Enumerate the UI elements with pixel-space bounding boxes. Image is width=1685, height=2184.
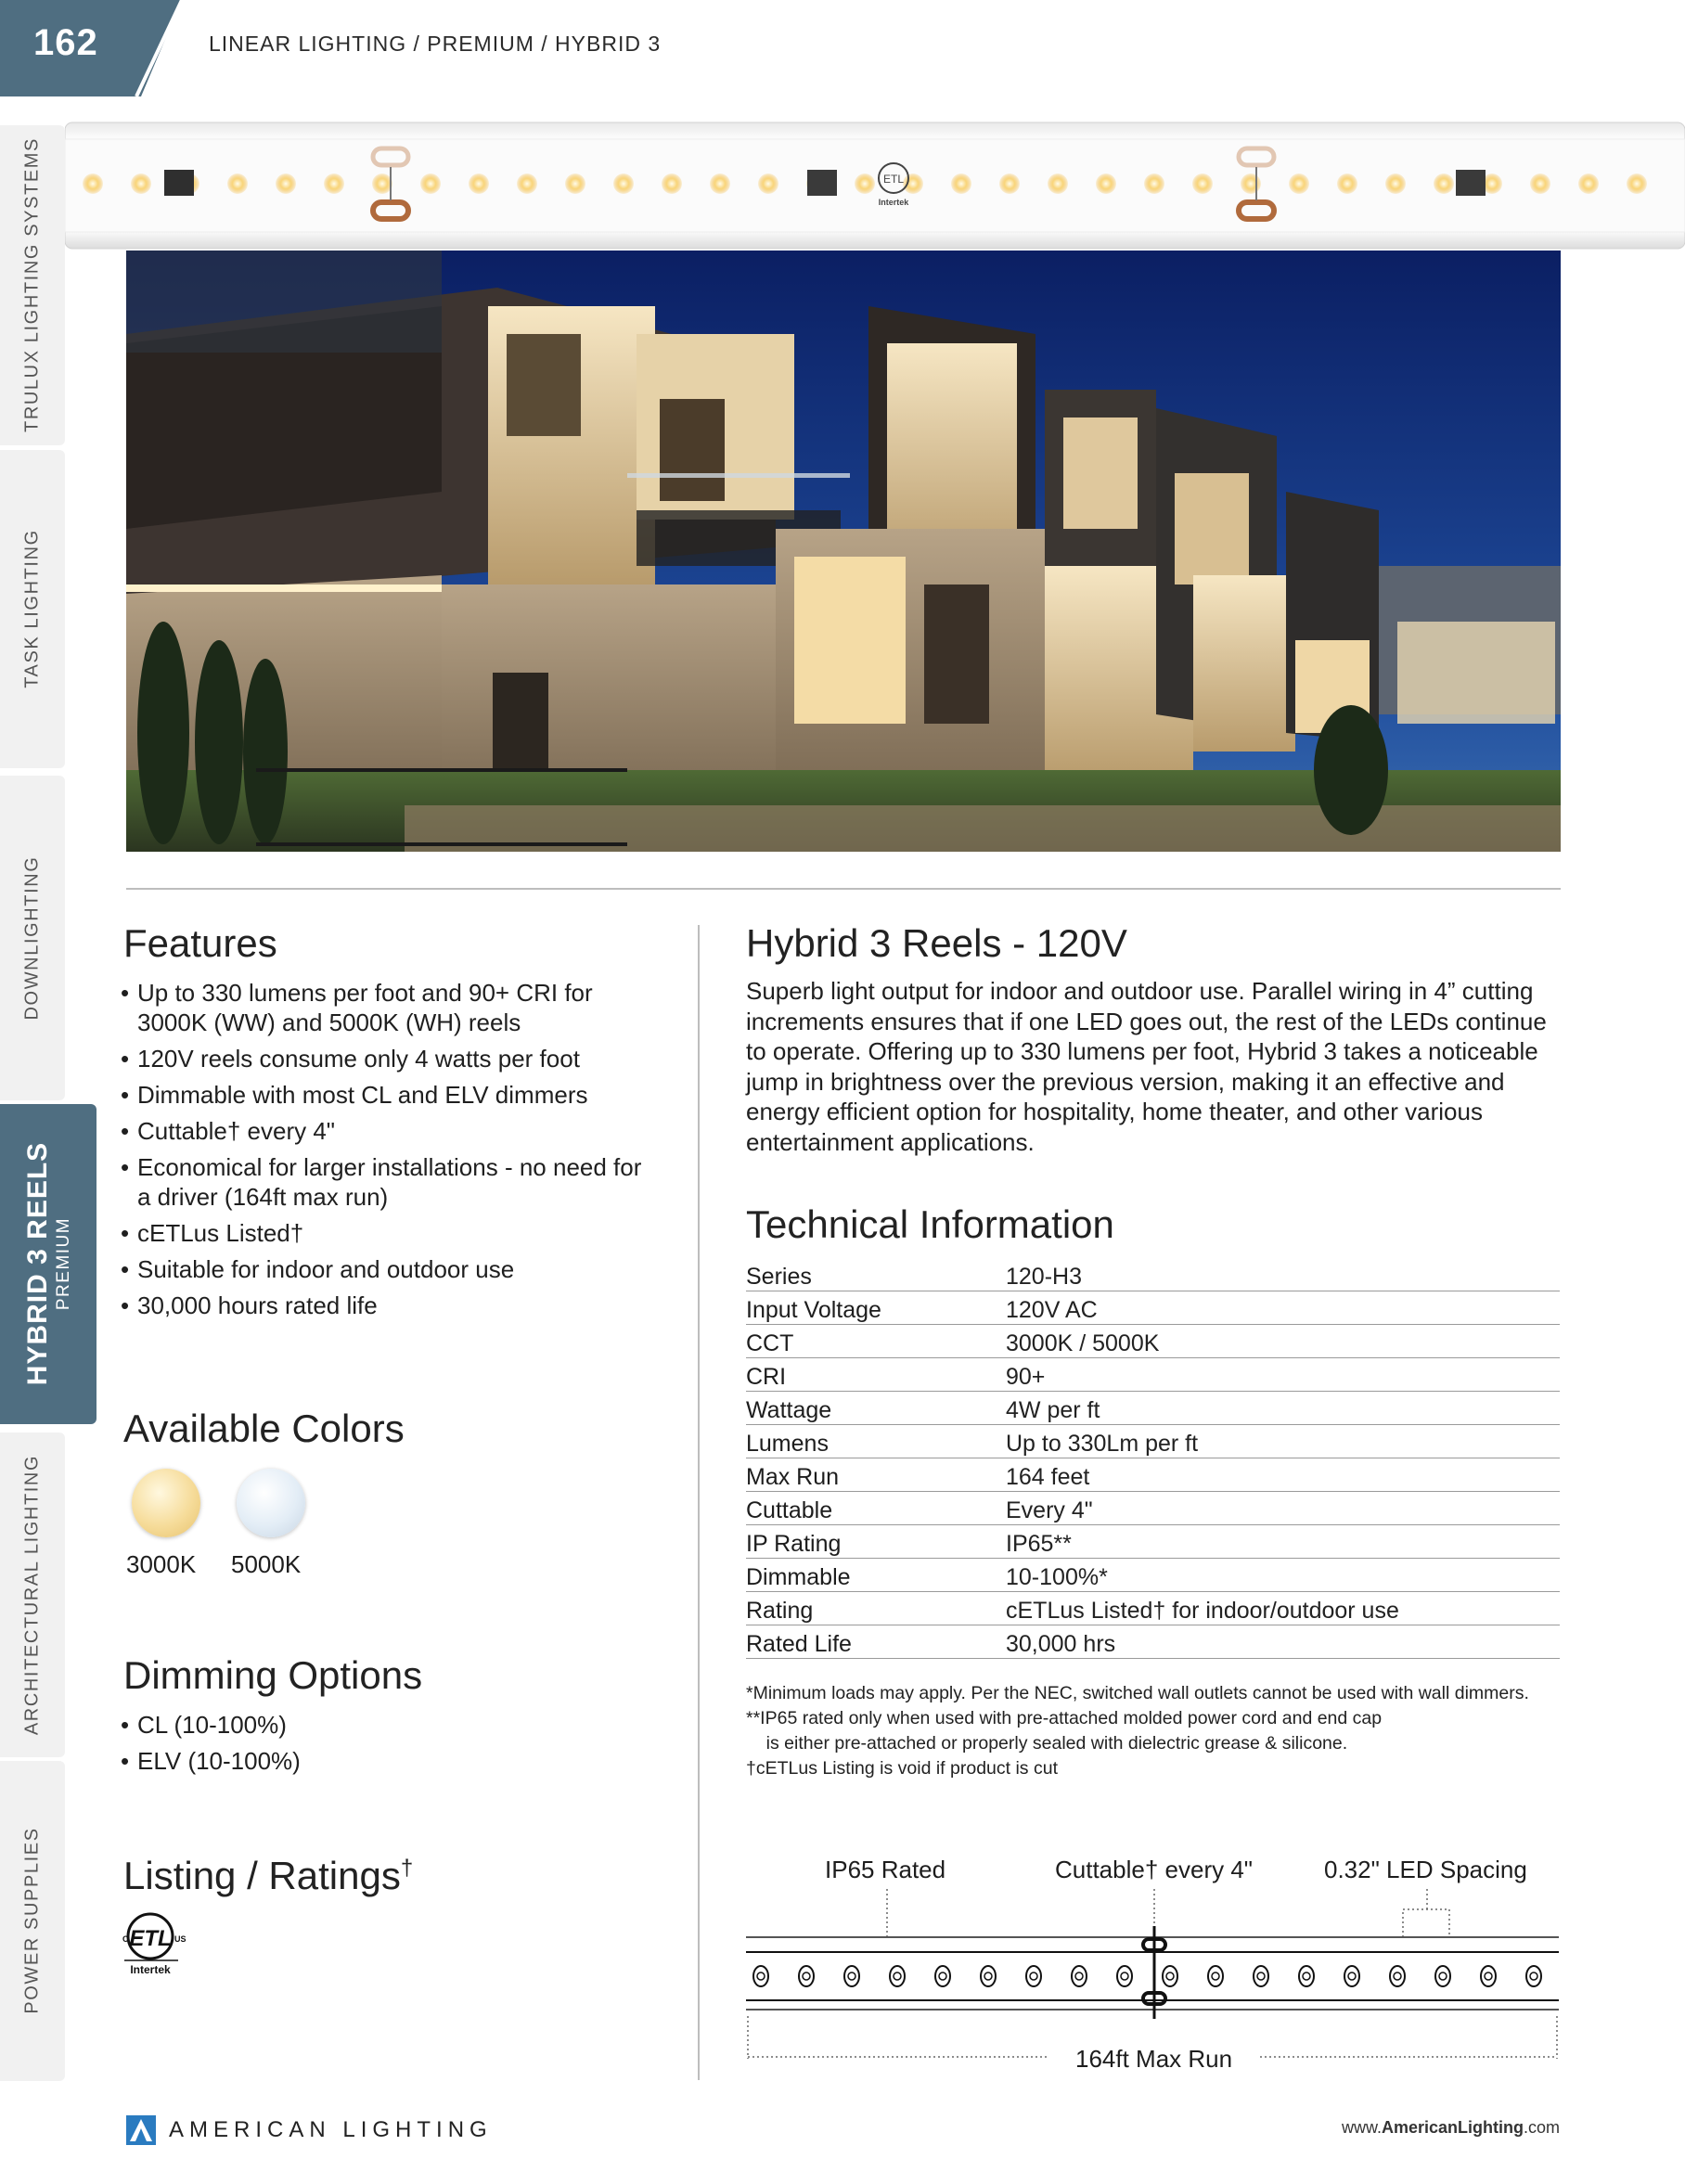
diagram-led bbox=[1117, 1966, 1132, 1986]
side-tab-downlighting[interactable] bbox=[0, 776, 65, 1100]
swatch-label: 3000K bbox=[126, 1550, 197, 1578]
strip-led bbox=[517, 173, 537, 194]
swatch-label: 5000K bbox=[231, 1550, 302, 1578]
diagram-led bbox=[890, 1966, 905, 1986]
side-tab-label: DOWNLIGHTING bbox=[21, 855, 43, 1021]
footnote: is either pre-attached or properly sealed with dielectric grease & silicone. bbox=[746, 1733, 1348, 1754]
building-photo bbox=[126, 251, 1561, 852]
spec-key: Dimmable bbox=[746, 1559, 1006, 1592]
svg-text:Intertek: Intertek bbox=[130, 1963, 171, 1976]
product-description: Superb light output for indoor and outdoor use. Parallel wiring in 4” cutting increments ensures that if one LED goes out, the rest of the LEDs continue to operate. Offering up to 330 lumens per foot, Hybrid 3 takes a noticeable jump in brightness over the previous version, making it an effective and energy efficient option for hospitality, home theater, and other various entertainment applications. bbox=[746, 977, 1547, 1156]
feature-item: • 120V reels consume only 4 watts per foot bbox=[121, 1044, 650, 1073]
strip-led bbox=[469, 173, 489, 194]
strip-led bbox=[903, 173, 923, 194]
footnotes bbox=[746, 1681, 1563, 1781]
diagram-led bbox=[1435, 1966, 1450, 1986]
strip-led bbox=[565, 173, 585, 194]
side-tab-label: TASK LIGHTING bbox=[21, 529, 43, 688]
strip-led bbox=[1192, 173, 1213, 194]
diagram-led-core bbox=[1303, 1972, 1310, 1980]
side-tab-power-supplies[interactable] bbox=[0, 1761, 65, 2081]
strip-led bbox=[1337, 173, 1357, 194]
spec-value: Up to 330Lm per ft bbox=[1006, 1425, 1560, 1458]
strip-led bbox=[131, 173, 151, 194]
feature-item: • 30,000 hours rated life bbox=[121, 1291, 650, 1320]
footer-url[interactable] bbox=[1342, 2118, 1560, 2138]
spec-key: Lumens bbox=[746, 1425, 1006, 1458]
strip-led bbox=[758, 173, 778, 194]
diagram-led bbox=[1481, 1966, 1496, 1986]
diagram-led-core bbox=[1075, 1972, 1083, 1980]
product-title: Hybrid 3 Reels - 120V bbox=[746, 921, 1127, 965]
feature-item: • Dimmable with most CL and ELV dimmers bbox=[121, 1080, 650, 1110]
strip-led bbox=[420, 173, 441, 194]
strip-cert-text: Intertek bbox=[878, 198, 909, 207]
spec-value: cETLus Listed† for indoor/outdoor use bbox=[1006, 1592, 1560, 1625]
svg-text:US: US bbox=[174, 1934, 187, 1944]
side-tab-label: POWER SUPPLIES bbox=[21, 1827, 43, 2014]
spec-value: 120V AC bbox=[1006, 1291, 1560, 1325]
diagram-led-core bbox=[848, 1972, 855, 1980]
spec-value: 3000K / 5000K bbox=[1006, 1325, 1560, 1358]
swatch-warm-icon bbox=[132, 1469, 200, 1537]
spec-value: 120-H3 bbox=[1006, 1258, 1560, 1291]
table-row bbox=[746, 1258, 1560, 1291]
spec-key: CCT bbox=[746, 1325, 1006, 1358]
spec-key: IP Rating bbox=[746, 1525, 1006, 1559]
diagram-led bbox=[1254, 1966, 1268, 1986]
spec-key: Wattage bbox=[746, 1392, 1006, 1425]
spec-key: Series bbox=[746, 1258, 1006, 1291]
feature-item: • Up to 330 lumens per foot and 90+ CRI for 3000K (WW) and 5000K (WH) reels bbox=[121, 978, 650, 1037]
strip-led bbox=[999, 173, 1020, 194]
strip-led bbox=[1385, 173, 1406, 194]
diagram-led bbox=[1163, 1966, 1177, 1986]
features-heading: Features bbox=[123, 921, 277, 965]
url-prefix: www. bbox=[1341, 2118, 1382, 2137]
led-spacing-label: 0.32" LED Spacing bbox=[1324, 1856, 1527, 1883]
strip-led bbox=[710, 173, 730, 194]
strip-led bbox=[613, 173, 634, 194]
feature-item: • Economical for larger installations - no need for a driver (164ft max run) bbox=[121, 1152, 650, 1212]
feature-item: • Suitable for indoor and outdoor use bbox=[121, 1254, 650, 1284]
spec-value: Every 4" bbox=[1006, 1492, 1560, 1525]
cuttable-label: Cuttable† every 4" bbox=[1055, 1856, 1254, 1883]
strip-chip bbox=[164, 170, 194, 196]
strip-led bbox=[1530, 173, 1550, 194]
technical-information-heading: Technical Information bbox=[746, 1202, 1114, 1246]
diagram-led-core bbox=[1485, 1972, 1492, 1980]
spec-value: 10-100%* bbox=[1006, 1559, 1560, 1592]
footnote: †cETLus Listing is void if product is cut bbox=[746, 1758, 1058, 1779]
diagram-led bbox=[935, 1966, 950, 1986]
american-lighting-logo-icon bbox=[126, 2115, 156, 2145]
diagram-led-core bbox=[1348, 1972, 1356, 1980]
table-row bbox=[746, 1625, 1560, 1659]
table-row bbox=[746, 1525, 1560, 1559]
side-tab-label: HYBRID 3 REELS bbox=[22, 1141, 53, 1386]
spec-value: 30,000 hrs bbox=[1006, 1625, 1560, 1659]
spec-key: CRI bbox=[746, 1358, 1006, 1392]
breadcrumb: LINEAR LIGHTING / PREMIUM / HYBRID 3 bbox=[209, 32, 662, 56]
strip-led bbox=[1434, 173, 1454, 194]
table-row bbox=[746, 1559, 1560, 1592]
strip-led bbox=[1144, 173, 1164, 194]
spec-value: 90+ bbox=[1006, 1358, 1560, 1392]
led-strip-image bbox=[65, 121, 1685, 251]
diagram-led-core bbox=[1121, 1972, 1128, 1980]
available-colors-heading: Available Colors bbox=[123, 1407, 405, 1450]
feature-item: • Cuttable† every 4" bbox=[121, 1116, 650, 1146]
footnote: **IP65 rated only when used with pre-attached molded power cord and end cap bbox=[746, 1708, 1383, 1728]
spec-key: Rated Life bbox=[746, 1625, 1006, 1659]
table-row bbox=[746, 1492, 1560, 1525]
side-tab-label: TRULUX LIGHTING SYSTEMS bbox=[21, 137, 43, 432]
spec-key: Max Run bbox=[746, 1458, 1006, 1492]
diagram-led-core bbox=[1439, 1972, 1447, 1980]
features-list bbox=[121, 978, 650, 1327]
strip-chip bbox=[1456, 170, 1486, 196]
diagram-led bbox=[1390, 1966, 1405, 1986]
diagram-led-core bbox=[1394, 1972, 1401, 1980]
side-tab-active-label bbox=[22, 1142, 74, 1385]
spec-value: 4W per ft bbox=[1006, 1392, 1560, 1425]
column-divider bbox=[698, 925, 700, 2080]
svg-text:ETL: ETL bbox=[882, 173, 905, 186]
diagram-led-core bbox=[1030, 1972, 1037, 1980]
url-domain: AmericanLighting bbox=[1381, 2118, 1524, 2137]
side-tab-label: ARCHITECTURAL LIGHTING bbox=[21, 1454, 43, 1736]
spec-key: Input Voltage bbox=[746, 1291, 1006, 1325]
strip-led bbox=[1627, 173, 1647, 194]
diagram-led-core bbox=[1530, 1972, 1537, 1980]
strip-led bbox=[1241, 173, 1261, 194]
side-tab-architectural[interactable] bbox=[0, 1432, 65, 1757]
listing-title-mark: † bbox=[400, 1856, 414, 1881]
diagram-led bbox=[753, 1966, 768, 1986]
strip-led bbox=[855, 173, 875, 194]
brand-name: AMERICAN LIGHTING bbox=[169, 2117, 493, 2142]
table-row bbox=[746, 1325, 1560, 1358]
diagram-led-core bbox=[984, 1972, 992, 1980]
strip-led bbox=[1096, 173, 1116, 194]
diagram-led bbox=[1208, 1966, 1223, 1986]
spec-value: 164 feet bbox=[1006, 1458, 1560, 1492]
strip-chip bbox=[807, 170, 837, 196]
strip-led bbox=[227, 173, 248, 194]
diagram-led bbox=[1526, 1966, 1541, 1986]
side-tab-sublabel: PREMIUM bbox=[54, 1216, 73, 1311]
diagram-led-core bbox=[939, 1972, 946, 1980]
strip-led bbox=[951, 173, 971, 194]
listing-title-text: Listing / Ratings bbox=[123, 1854, 401, 1897]
strip-led bbox=[324, 173, 344, 194]
spec-value: IP65** bbox=[1006, 1525, 1560, 1559]
diagram-led-core bbox=[803, 1972, 810, 1980]
strip-led bbox=[662, 173, 682, 194]
max-run-label: 164ft Max Run bbox=[1075, 2045, 1233, 2073]
strip-led bbox=[1578, 173, 1599, 194]
table-row bbox=[746, 1392, 1560, 1425]
diagram-led-core bbox=[1212, 1972, 1219, 1980]
dimming-list bbox=[121, 1710, 585, 1782]
spec-key: Rating bbox=[746, 1592, 1006, 1625]
svg-text:C: C bbox=[122, 1934, 129, 1944]
diagram-led bbox=[1026, 1966, 1041, 1986]
strip-led bbox=[1048, 173, 1068, 194]
strip-led bbox=[276, 173, 296, 194]
table-row bbox=[746, 1458, 1560, 1492]
diagram-led bbox=[1344, 1966, 1359, 1986]
footnote: *Minimum loads may apply. Per the NEC, switched wall outlets cannot be used with wall dimmers. bbox=[746, 1683, 1529, 1703]
diagram-led bbox=[844, 1966, 859, 1986]
diagram-led bbox=[981, 1966, 996, 1986]
table-row bbox=[746, 1592, 1560, 1625]
table-row bbox=[746, 1358, 1560, 1392]
diagram-led-core bbox=[1166, 1972, 1174, 1980]
dimming-item: • ELV (10-100%) bbox=[121, 1746, 585, 1776]
side-tab-hybrid-3-reels[interactable] bbox=[0, 1104, 96, 1424]
diagram-led bbox=[1072, 1966, 1087, 1986]
dimming-options-heading: Dimming Options bbox=[123, 1653, 423, 1697]
strip-led bbox=[1289, 173, 1309, 194]
dimming-item: • CL (10-100%) bbox=[121, 1710, 585, 1740]
side-tab-task-lighting[interactable] bbox=[0, 450, 65, 768]
feature-item: • cETLus Listed† bbox=[121, 1218, 650, 1248]
diagram-led bbox=[1299, 1966, 1314, 1986]
svg-text:ETL: ETL bbox=[129, 1926, 172, 1951]
table-row bbox=[746, 1425, 1560, 1458]
section-divider bbox=[126, 888, 1561, 890]
diagram-led bbox=[799, 1966, 814, 1986]
table-row bbox=[746, 1291, 1560, 1325]
etl-certification-icon bbox=[119, 1908, 193, 1981]
ip65-label: IP65 Rated bbox=[825, 1856, 946, 1883]
swatch-cool-icon bbox=[237, 1469, 305, 1537]
diagram-led-core bbox=[1257, 1972, 1265, 1980]
listing-ratings-heading bbox=[123, 1854, 413, 1898]
technical-table bbox=[746, 1258, 1560, 1659]
page-number: 162 bbox=[33, 22, 98, 63]
strip-led bbox=[372, 173, 392, 194]
side-tab-trulux[interactable] bbox=[0, 125, 65, 445]
strip-led bbox=[83, 173, 103, 194]
diagram-led-core bbox=[894, 1972, 901, 1980]
spec-key: Cuttable bbox=[746, 1492, 1006, 1525]
url-suffix: .com bbox=[1523, 2118, 1560, 2137]
diagram-led-core bbox=[757, 1972, 765, 1980]
strip-diagram bbox=[742, 1889, 1563, 2019]
